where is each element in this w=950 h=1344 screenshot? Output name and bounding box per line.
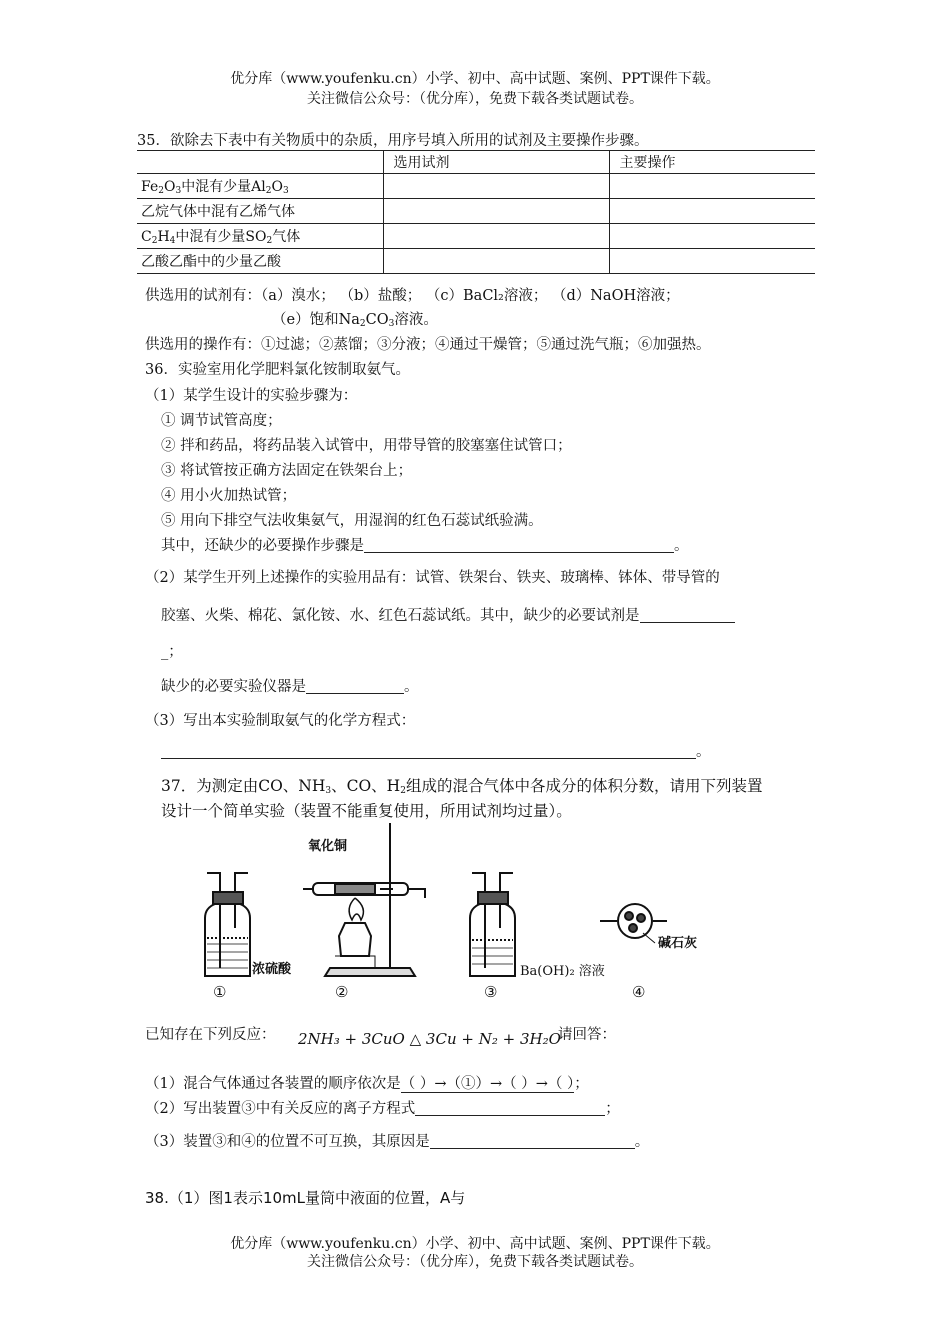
q36-part2-line3: _； xyxy=(161,644,183,660)
q36-step-5: ⑤ 用向下排空气法收集氨气，用湿润的红色石蕊试纸验满。 xyxy=(161,513,543,529)
label-soda-lime: 碱石灰 xyxy=(658,936,698,951)
label-n4: ④ xyxy=(632,983,646,1001)
q35-row-3: $C_2H_4$中混有少量$SO_2$气体 xyxy=(137,224,383,249)
q35-answer-cell[interactable] xyxy=(609,224,815,249)
wash-bottle-1 xyxy=(205,873,250,976)
q35-answer-cell[interactable] xyxy=(383,174,609,199)
answer-blank[interactable] xyxy=(415,1101,605,1116)
q36-part1: （1）某学生设计的实验步骤为： xyxy=(145,388,358,404)
q35-row-1: $Fe_2O_3$中混有少量$Al_2O_3$ xyxy=(137,174,383,199)
q38-text: 38.（1）图1表示10mL量筒中液面的位置，A与 xyxy=(145,1189,466,1207)
known-reactions: 已知存在下列反应： xyxy=(145,1027,276,1043)
q36-step-4: ④ 用小火加热试管； xyxy=(161,488,297,504)
footer-line-1: 优分库（www.youfenku.cn）小学、初中、高中试题、案例、PPT课件下载。 xyxy=(230,1236,720,1252)
q36-part2-line2: 胶塞、火柴、棉花、氯化铵、水、红色石蕊试纸。其中，缺少的必要试剂是 xyxy=(161,604,735,625)
q35-col-operation: 主要操作 xyxy=(609,151,815,174)
q36-step-1: ① 调节试管高度； xyxy=(161,413,282,429)
q36-part3: （3）写出本实验制取氨气的化学方程式： xyxy=(145,713,416,729)
q36-step-3: ③ 将试管按正确方法固定在铁架台上； xyxy=(161,463,413,479)
answer-blank[interactable] xyxy=(306,679,404,694)
q35-reagents-1: 供选用的试剂有：（a）溴水； （b）盐酸； （c）BaCl₂溶液； （d）NaOH溶液； xyxy=(145,288,680,304)
q35-answer-cell[interactable] xyxy=(609,174,815,199)
q35-answer-cell[interactable] xyxy=(609,249,815,274)
q35-answer-cell[interactable] xyxy=(383,249,609,274)
q37-intro-1: 37．为测定由CO、$NH_3$、CO、$H_2$组成的混合气体中各成分的体积分数，请用下列装置 xyxy=(161,777,763,796)
q37-intro-2: 设计一个简单实验（装置不能重复使用，所用试剂均过量）。 xyxy=(161,802,572,820)
q36-title: 36．实验室用化学肥料氯化铵制取氨气。 xyxy=(145,362,410,378)
q35-prompt: 35．欲除去下表中有关物质中的杂质，用序号填入所用的试剂及主要操作步骤。 xyxy=(137,133,649,149)
header-line-2: 关注微信公众号：（优分库），免费下载各类试题试卷。 xyxy=(307,91,643,107)
answer-blank[interactable] xyxy=(640,608,735,623)
answer-blank[interactable] xyxy=(364,538,674,553)
q36-missing-step: 其中，还缺少的必要操作步骤是 。 xyxy=(161,538,689,554)
label-n1: ① xyxy=(213,983,227,1001)
label-n2: ② xyxy=(335,983,349,1001)
wash-bottle-3 xyxy=(470,873,515,976)
label-conc-h2so4: 浓硫酸 xyxy=(252,962,292,977)
q35-answer-cell[interactable] xyxy=(609,199,815,224)
q36-step-2: ② 拌和药品，将药品装入试管中，用带导管的胶塞塞住试管口； xyxy=(161,438,572,454)
drying-tube xyxy=(600,904,667,943)
q35-table xyxy=(137,150,815,274)
label-n3: ③ xyxy=(484,983,498,1001)
label-baoh2: Ba(OH)₂ 溶液 xyxy=(520,964,605,979)
q36-part3-answer: 。 xyxy=(161,740,711,761)
q37-part2: （2）写出装置③中有关反应的离子方程式 ； xyxy=(145,1101,620,1117)
q36-part2-line4: 缺少的必要实验仪器是 。 xyxy=(161,679,419,695)
q35-corner-cell xyxy=(137,151,383,174)
order-sequence[interactable]: （ ）→（①）→（ ）→（ ） xyxy=(400,1076,575,1092)
q35-row-4: 乙酸乙酯中的少量乙酸 xyxy=(137,249,383,274)
answer-blank[interactable] xyxy=(430,1134,635,1149)
q35-answer-cell[interactable] xyxy=(383,224,609,249)
q36-part2-line1: （2）某学生开列上述操作的实验用品有：试管、铁架台、铁夹、玻璃棒、钵体、带导管的 xyxy=(145,570,720,586)
q35-row-2: 乙烷气体中混有乙烯气体 xyxy=(137,199,383,224)
q37-part3: （3）装置③和④的位置不可互换，其原因是 。 xyxy=(145,1134,650,1150)
q35-col-reagent: 选用试剂 xyxy=(383,151,609,174)
answer-prompt: 请回答： xyxy=(558,1027,616,1043)
q37-part1: （1）混合气体通过各装置的顺序依次是（ ）→（①）→（ ）→（ ）； xyxy=(145,1076,589,1092)
q35-answer-cell[interactable] xyxy=(383,199,609,224)
q35-operations: 供选用的操作有：①过滤；②蒸馏；③分液；④通过干燥管；⑤通过洗气瓶；⑥加强热。 xyxy=(145,337,711,353)
header-line-1: 优分库（www.youfenku.cn）小学、初中、高中试题、案例、PPT课件下载。 xyxy=(230,71,720,87)
footer-line-2: 关注微信公众号：（优分库），免费下载各类试题试卷。 xyxy=(307,1254,643,1270)
reaction-equation: 2NH₃ + 3CuO △ 3Cu + N₂ + 3H₂O xyxy=(298,1030,561,1048)
q35-reagents-2: （e）饱和$Na_2CO_3$溶液。 xyxy=(272,312,438,329)
label-cuo: 氧化铜 xyxy=(308,839,348,854)
answer-blank[interactable] xyxy=(161,744,696,759)
